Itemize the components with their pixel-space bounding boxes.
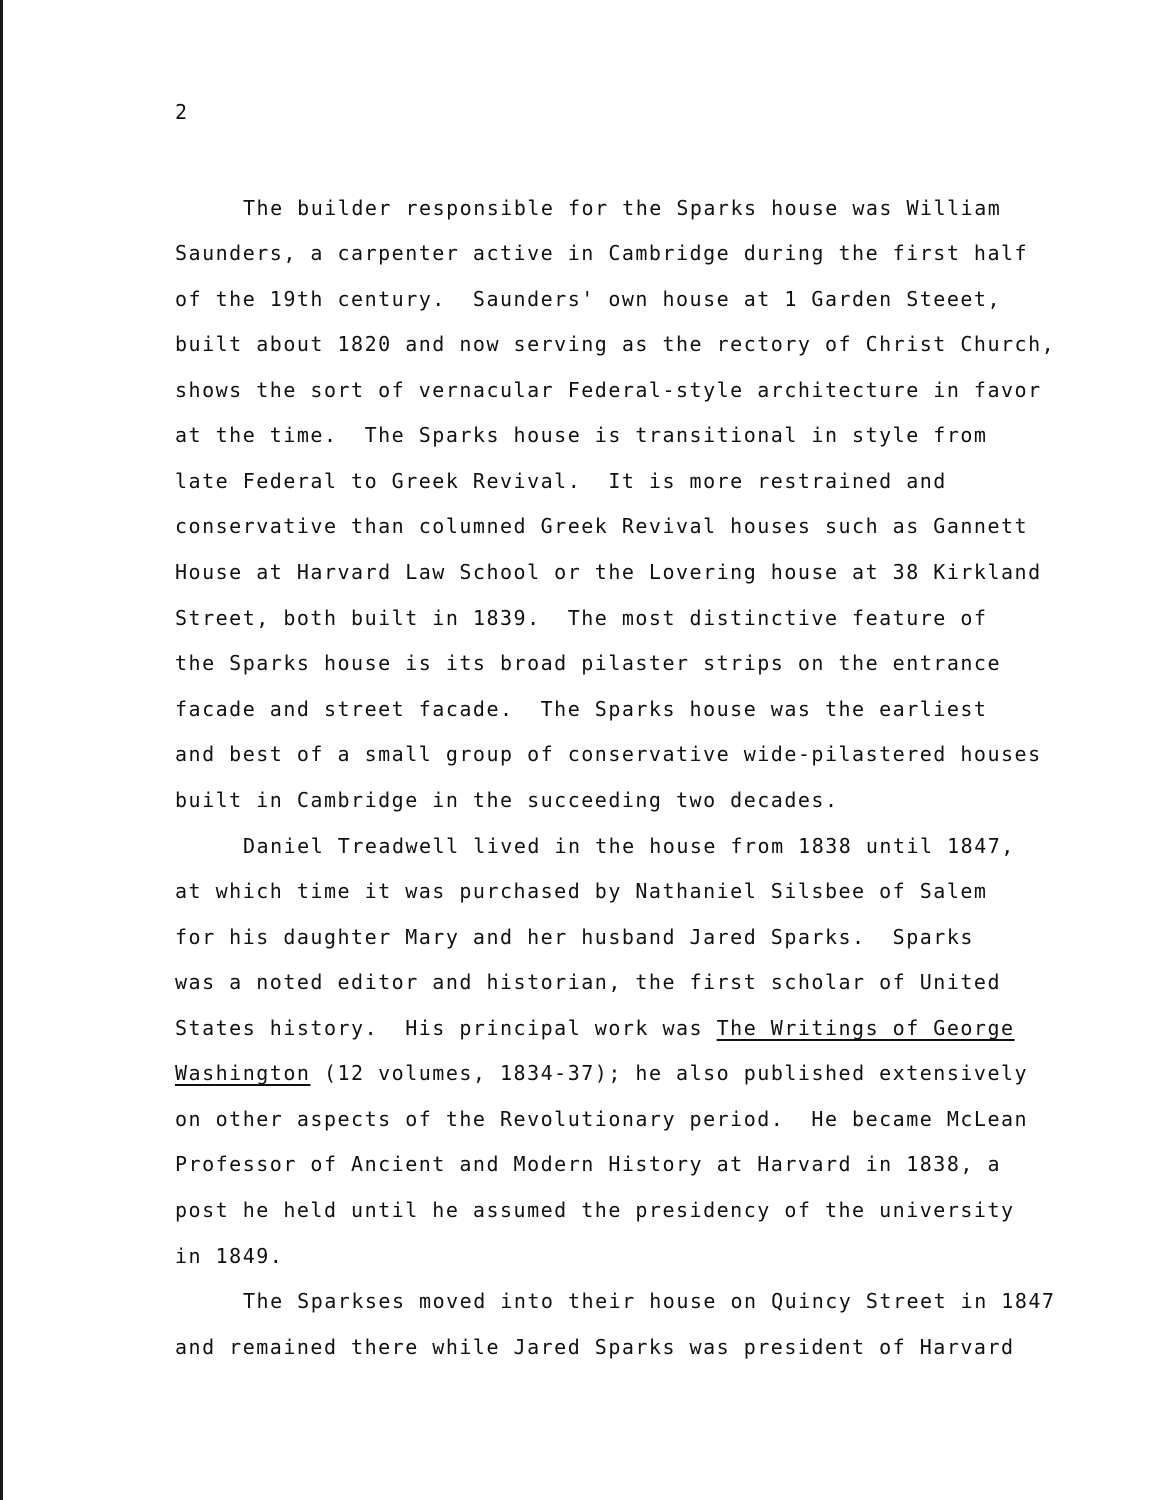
book-title: The Writings of George <box>716 1016 1015 1040</box>
book-title: Washington <box>175 1061 311 1085</box>
text-line <box>175 1016 1015 1040</box>
text-line: post he held until he assumed the presidency of the university <box>175 1198 1015 1222</box>
text-segment: States history. His principal work was <box>175 1016 717 1040</box>
text-line: House at Harvard Law School or the Lovering house at 38 Kirkland <box>175 560 1042 584</box>
text-line: and best of a small group of conservative wide-pilastered houses <box>175 742 1042 766</box>
text-line: was a noted editor and historian, the first scholar of United <box>175 970 1002 994</box>
text-line: at which time it was purchased by Nathaniel Silsbee of Salem <box>175 879 988 903</box>
text-line: shows the sort of vernacular Federal-style architecture in favor <box>175 378 1042 402</box>
text-line: for his daughter Mary and her husband Jared Sparks. Sparks <box>175 925 974 949</box>
text-line: Street, both built in 1839. The most distinctive feature of <box>175 606 988 630</box>
text-line: late Federal to Greek Revival. It is more restrained and <box>175 469 947 493</box>
text-line: on other aspects of the Revolutionary period. He became McLean <box>175 1107 1029 1131</box>
text-line: Professor of Ancient and Modern History at Harvard in 1838, a <box>175 1152 1002 1176</box>
text-line: at the time. The Sparks house is transitional in style from <box>175 423 988 447</box>
text-line: built about 1820 and now serving as the rectory of Christ Church, <box>175 332 1056 356</box>
text-line: Daniel Treadwell lived in the house from 1838 until 1847, <box>243 834 1015 858</box>
text-line: of the 19th century. Saunders' own house at 1 Garden Steeet, <box>175 287 1002 311</box>
text-line: facade and street facade. The Sparks house was the earliest <box>175 697 988 721</box>
text-segment: (12 volumes, 1834-37); he also published extensively <box>310 1061 1029 1085</box>
page-number: 2 <box>175 100 188 124</box>
text-line: and remained there while Jared Sparks was president of Harvard <box>175 1335 1015 1359</box>
text-line: built in Cambridge in the succeeding two decades. <box>175 788 839 812</box>
text-line: conservative than columned Greek Revival houses such as Gannett <box>175 514 1029 538</box>
text-line: The Sparkses moved into their house on Quincy Street in 1847 <box>243 1289 1056 1313</box>
text-line: Saunders, a carpenter active in Cambridge during the first half <box>175 241 1029 265</box>
text-line: The builder responsible for the Sparks house was William <box>243 196 1002 220</box>
text-line <box>175 1061 1028 1085</box>
text-line: in 1849. <box>175 1244 284 1268</box>
text-line: the Sparks house is its broad pilaster strips on the entrance <box>175 651 1002 675</box>
